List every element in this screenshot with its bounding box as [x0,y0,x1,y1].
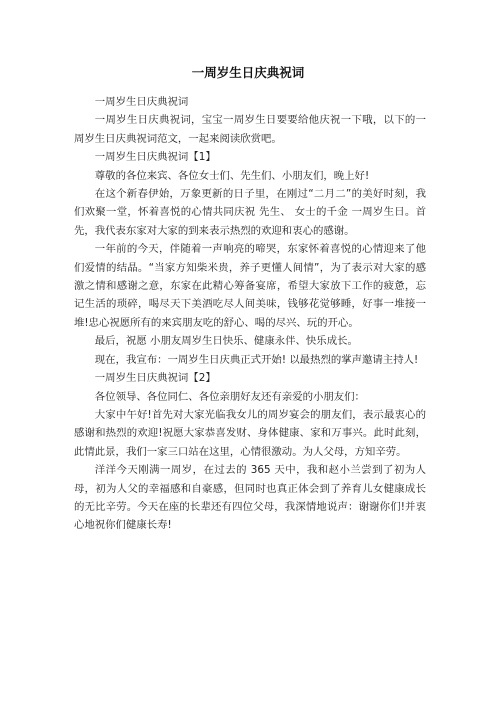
paragraph: 一年前的今天，伴随着一声响亮的啼哭，东家怀着喜悦的心情迎来了他们爱情的结晶。“当家方知柴米贵，养子更懂人间情”，为了表示对大家的感激之情和感谢之意，东家在此精心筹备宴席，希望大家放下工作的疲惫，忘记生活的琐碎，喝尽天下美酒吃尽人间美味，钱够花觉够睡，好事一堆接一堆!忠心祝愿所有的来宾朋友吃的舒心、喝的尽兴、玩的开心。 [74,243,426,329]
paragraph-greeting-2: 各位领导、各位同仁、各位亲朋好友还有亲爱的小朋友们： [94,390,365,403]
paragraph-subtitle: 一周岁生日庆典祝词 [94,96,189,108]
paragraph: 大家中午好!首先对大家光临我女儿的周岁宴会的朋友们，表示最衷心的感谢和热烈的欢迎!祝愿大家恭喜发财、身体健康、家和万事兴。此时此刻，此情此景，我们一家三口站在这里，心情很激动。为人父母，方知辛劳。 [74,408,426,458]
paragraph-greeting-1: 尊敬的各位来宾、各位女士们、先生们、小朋友们，晚上好! [94,169,370,182]
document-title: 一周岁生日庆典祝词 [191,65,305,80]
paragraph: 在这个新春伊始，万象更新的日子里，在刚过“二月二”的美好时刻，我们欢聚一堂，怀着喜悦的心情共同庆祝 先生、 女士的千金 一周岁生日。首先，我代表东家对大家的到来表示热烈的欢迎和衷心的感谢。 [74,188,426,237]
paragraph: 现在，我宣布：一周岁生日庆典正式开始! 以最热烈的掌声邀请主持人! [94,353,419,366]
section-heading-2: 一周岁生日庆典祝词【2】 [94,372,216,385]
paragraph: 最后，祝愿 小朋友周岁生日快乐、健康永伴、快乐成长。 [94,335,358,348]
document-body [74,93,426,535]
section-heading-1: 一周岁生日庆典祝词【1】 [94,151,216,164]
paragraph-intro: 一周岁生日庆典祝词，宝宝一周岁生日要要给他庆祝一下哦，以下的一周岁生日庆典祝词范文，一起来阅读欣赏吧。 [74,114,426,145]
paragraph: 洋洋今天刚满一周岁，在过去的 365 天中，我和赵小兰尝到了初为人母，初为人父的幸福感和自豪感，但同时也真正体会到了养育儿女健康成长的无比辛劳。今天在座的长辈还有四位父母，我深情地说声：谢谢你们!并衷心地祝你们健康长寿! [74,464,426,532]
